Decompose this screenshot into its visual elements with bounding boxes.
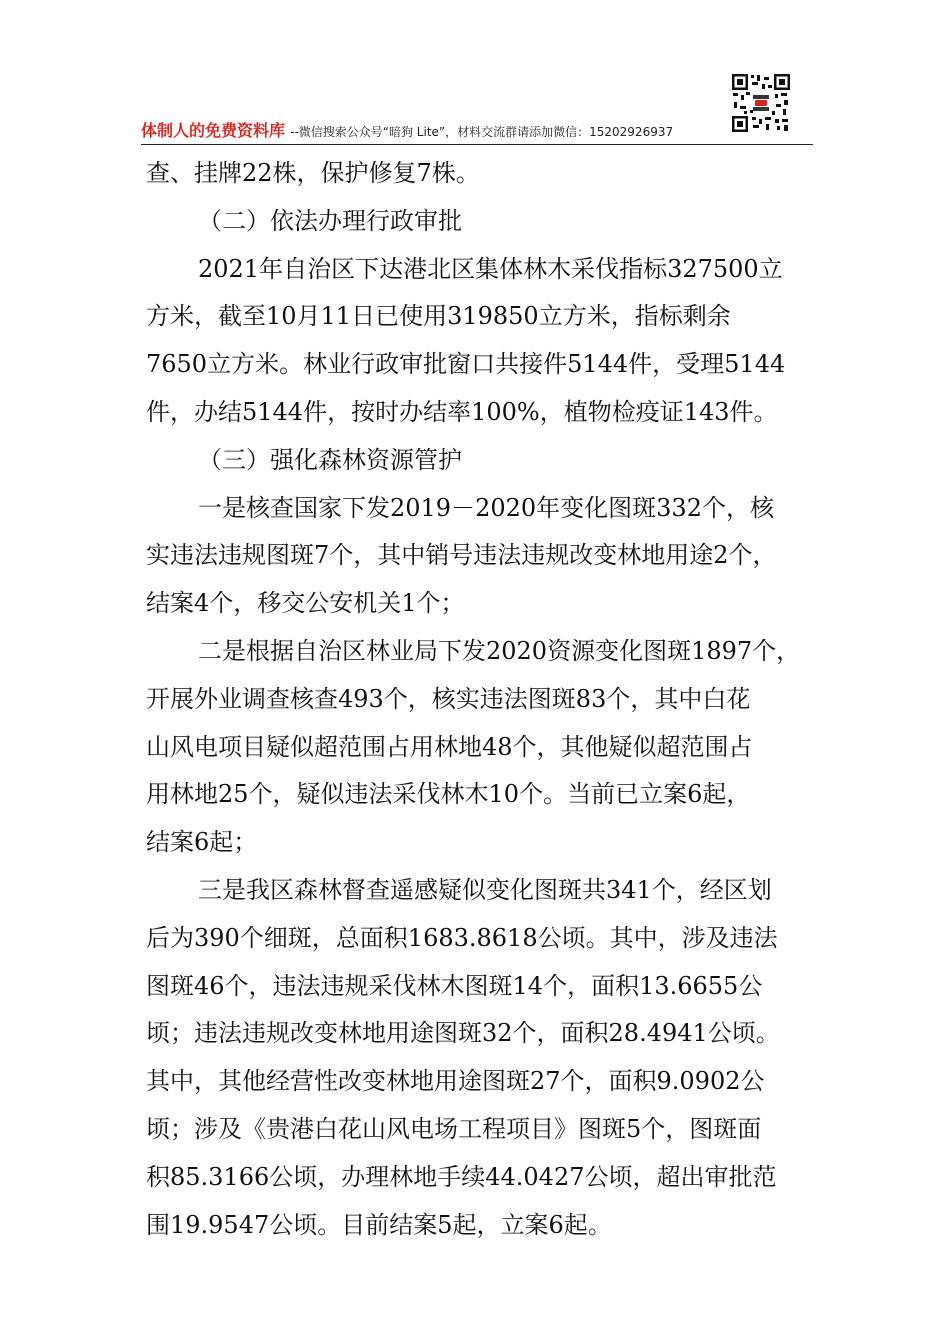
text-line: 山风电项目疑似超范围占用林地48个，其他疑似超范围占 <box>146 732 753 761</box>
document-body <box>146 150 811 1249</box>
text-line: （三）强化森林资源管护 <box>198 445 462 474</box>
text-line: 三是我区森林督查遥感疑似变化图斑共341个，经区划 <box>198 875 772 904</box>
text-line: 用林地25个，疑似违法采伐林木10个。当前已立案6起， <box>146 780 751 809</box>
text-line: 积85.3166公顷，办理林地手续44.0427公顷，超出审批范 <box>146 1162 777 1191</box>
page-header <box>141 118 793 142</box>
text-line: 7650立方米。林业行政审批窗口共接件5144件，受理5144 <box>146 350 786 379</box>
text-line: （二）依法办理行政审批 <box>198 206 462 235</box>
header-note: --微信搜索公众号“暗狗 Lite”，材料交流群请添加微信：15202926937 <box>290 125 674 139</box>
text-line: 后为390个细斑，总面积1683.8618公顷。其中，涉及违法 <box>146 923 778 952</box>
text-line: 顷；违法违规改变林地用途图斑32个，面积28.4941公顷。 <box>146 1019 780 1048</box>
text-line: 2021年自治区下达港北区集体林木采伐指标327500立 <box>198 254 783 283</box>
text-line: 其中，其他经营性改变林地用途图斑27个，面积9.0902公 <box>146 1067 765 1096</box>
text-line: 顷；涉及《贵港白花山风电场工程项目》图斑5个，图斑面 <box>146 1114 762 1143</box>
text-line: 一是核查国家下发2019－2020年变化图斑332个，核 <box>198 493 774 522</box>
text-line: 实违法违规图斑7个，其中销号违法违规改变林地用途2个， <box>146 541 777 570</box>
text-line: 开展外业调查核查493个，核实违法图斑83个，其中白花 <box>146 684 751 713</box>
qr-code-icon <box>731 73 791 133</box>
brand-title: 体制人的免费资料库 <box>141 121 286 140</box>
text-line: 结案6起； <box>146 828 258 857</box>
text-line: 结案4个，移交公安机关1个； <box>146 589 465 618</box>
text-line: 二是根据自治区林业局下发2020资源变化图斑1897个， <box>198 636 801 665</box>
text-line: 图斑46个，违法违规采伐林木图斑14个，面积13.6655公 <box>146 971 763 1000</box>
text-line: 件，办结5144件，按时办结率100%，植物检疫证143件。 <box>146 397 778 426</box>
text-line: 查、挂牌22株，保护修复7株。 <box>146 159 480 187</box>
text-line: 方米，截至10月11日已使用319850立方米，指标剩余 <box>146 302 731 331</box>
header-divider <box>141 144 813 145</box>
text-line: 围19.9547公顷。目前结案5起，立案6起。 <box>146 1210 612 1239</box>
